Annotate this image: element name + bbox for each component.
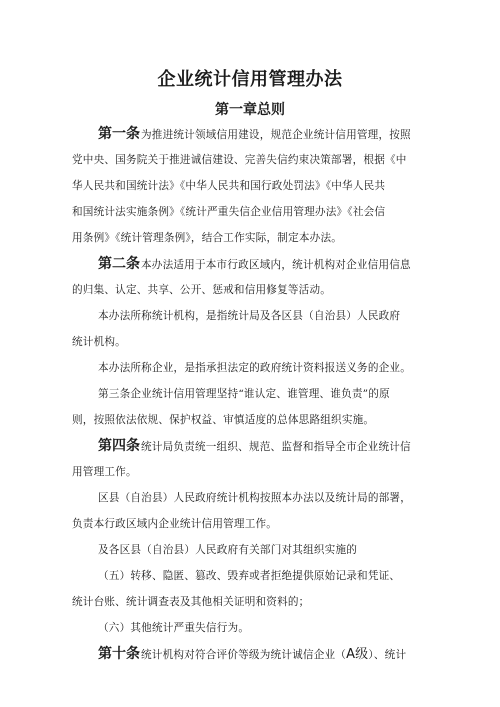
article-1-line-3: 华人民共和国统计法》《中华人民共和国行政处罚法》《中华人民共 <box>72 180 386 192</box>
article-1-line-1 <box>98 124 411 145</box>
article-2-line-1 <box>98 254 411 275</box>
item-6-line: （六）其他统计严重失信行为。 <box>98 622 250 634</box>
article-4-label: 第四条 <box>98 438 140 454</box>
article-4-line-2: 用管理工作。 <box>72 466 137 478</box>
article-10-text-b: ）、统计 <box>368 649 407 661</box>
departments-paragraph-line: 及各区县（自治县）人民政府有关部门对其组织实施的 <box>98 544 358 556</box>
article-1-line-4: 和国统计法实施条例》《统计严重失信企业信用管理办法》《社会信 <box>72 206 386 218</box>
document-title: 企业统计信用管理办法 <box>157 69 343 90</box>
agency-definition-line-1: 本办法所称统计机构，是指统计局及各区县（自治县）人民政府 <box>98 310 401 322</box>
article-1-line-2: 党中央、国务院关于推进诚信建设、完善失信约束决策部署，根据《中 <box>72 154 407 166</box>
article-10-line-1 <box>98 644 406 665</box>
item-5-line-2: 统计台账、统计调查表及其他相关证明和资料的； <box>72 596 310 608</box>
article-4-text: 统计局负责统一组织、规范、监督和指导全市企业统计信 <box>141 441 411 453</box>
article-4-line-1 <box>98 436 411 457</box>
chapter-heading: 第一章总则 <box>215 102 285 118</box>
article-10-label: 第十条 <box>98 646 140 662</box>
article-1-text: 为推进统计领域信用建设，规范企业统计信用管理，按照 <box>141 129 411 141</box>
article-3-line-1: 第三条企业统计信用管理坚持“谁认定、谁管理、谁负责”的原 <box>98 388 390 400</box>
article-3-line-2: 则，按照依法依规、保护权益、审慎适度的总体思路组织实施。 <box>72 414 375 426</box>
agency-definition-line-2: 统计机构。 <box>72 336 126 348</box>
article-10-grade: A级 <box>346 647 369 662</box>
district-paragraph-line-2: 负责本行政区域内企业统计信用管理工作。 <box>72 518 278 530</box>
article-1-line-5: 用条例》《统计管理条例》，结合工作实际，制定本办法。 <box>72 232 343 244</box>
article-2-text: 本办法适用于本市行政区域内，统计机构对企业信用信息 <box>141 259 411 271</box>
article-2-label: 第二条 <box>98 256 140 272</box>
item-5-line-1: （五）转移、隐匿、篡改、毁弃或者拒绝提供原始记录和凭证、 <box>98 570 401 582</box>
article-10-text-a: 统计机构对符合评价等级为统计诚信企业（ <box>141 649 347 661</box>
district-paragraph-line-1: 区县（自治县）人民政府统计机构按照本办法以及统计局的部署， <box>98 492 412 504</box>
enterprise-definition-line: 本办法所称企业，是指承担法定的政府统计资料报送义务的企业。 <box>98 362 412 374</box>
article-2-line-2: 的归集、认定、共享、公开、惩戒和信用修复等活动。 <box>72 284 332 296</box>
article-1-label: 第一条 <box>98 126 140 142</box>
